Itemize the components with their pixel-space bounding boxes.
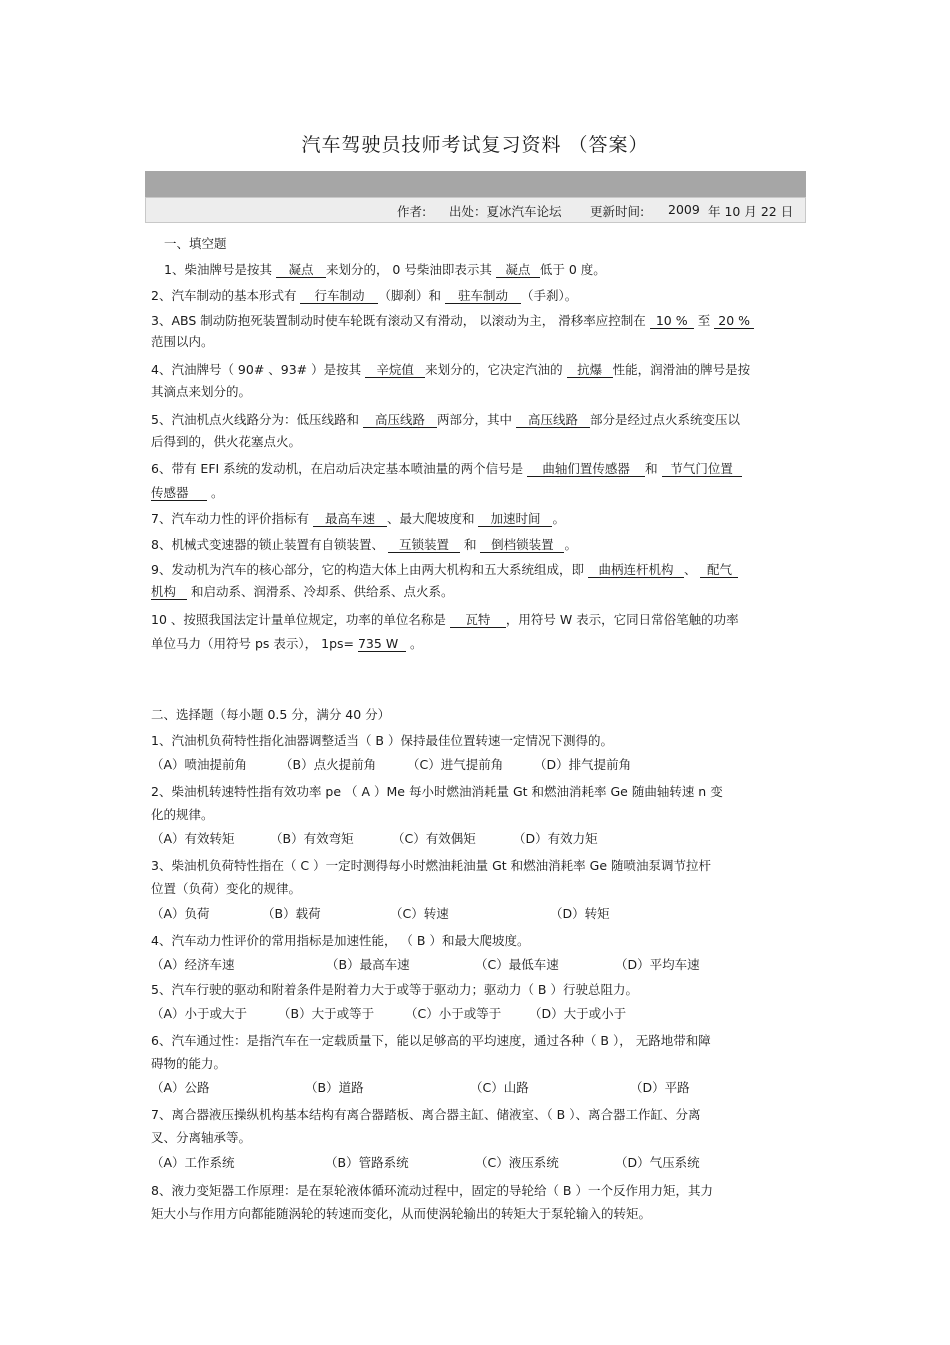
source-label: 出处：夏冰汽车论坛 — [449, 204, 562, 219]
fill-question-5-cont: 后得到的，供火花塞点火。 — [151, 434, 302, 449]
choice-option: （C）进气提前角 — [407, 757, 504, 772]
fill-question-6-cont: 传感器 。 — [151, 485, 224, 500]
answer-blank: 最高车速 — [313, 511, 387, 527]
choice-option: （A）有效转矩 — [151, 831, 235, 846]
author-label: 作者: — [397, 204, 427, 219]
choice-option: （A）工作系统 — [151, 1155, 235, 1170]
updated-year: 2009 — [668, 202, 700, 217]
fill-question-5: 5、汽油机点火线路分为：低压线路和 高压线路 两部分，其中 高压线路 部分是经过点火系统变压以 — [151, 412, 740, 427]
choice-option: （B）管路系统 — [325, 1155, 409, 1170]
choice-option: （C）有效偶矩 — [392, 831, 476, 846]
fill-question-9: 9、发动机为汽车的核心部分，它的构造大体上由两大机构和五大系统组成，即 曲柄连杆机构 、 配气 — [151, 562, 738, 578]
choice-question-7: 7、离合器液压操纵机构基本结构有离合器踏板、离合器主缸、储液室、（ B ）、离合器工作缸、分离 — [151, 1107, 701, 1122]
fill-question-10: 10 、按照我国法定计量单位规定，功率的单位名称是 瓦特 ，用符号 W 表示，它同日常俗笔触的功率 — [151, 612, 739, 627]
choice-option: （D）转矩 — [550, 906, 610, 921]
choice-option: （D）平均车速 — [615, 957, 700, 972]
choice-option: （C）山路 — [470, 1080, 529, 1095]
choice-option: （B）点火提前角 — [280, 757, 377, 772]
choice-question-3: 3、柴油机负荷特性指在（ C ）一定时测得每小时燃油耗油量 Gt 和燃油消耗率 Ge 随喷油泵调节拉杆 — [151, 858, 711, 873]
choice-option: （C）小于或等于 — [405, 1006, 502, 1021]
fill-question-8: 8、机械式变速器的锁止装置有自锁装置、 互锁装置 和 倒档锁装置 。 — [151, 537, 577, 552]
choice-question-3-cont: 位置（负荷）变化的规律。 — [151, 881, 302, 896]
answer-blank: 10 % — [650, 313, 694, 329]
choice-question-1: 1、汽油机负荷特性指化油器调整适当（ B ）保持最佳位置转速一定情况下测得的。 — [151, 733, 613, 748]
choice-option: （B）载荷 — [262, 906, 321, 921]
answer-blank: 抗爆 — [567, 362, 613, 378]
answer-blank: 辛烷值 — [365, 362, 425, 378]
answer-blank: 20 % — [714, 313, 754, 329]
choice-option: （D）大于或小于 — [529, 1006, 627, 1021]
choice-option: （B）有效弯矩 — [270, 831, 354, 846]
answer-blank: 高压线路 — [516, 412, 590, 428]
answer-blank: 瓦特 — [450, 612, 506, 628]
choice-question-5: 5、汽车行驶的驱动和附着条件是附着力大于或等于驱动力；驱动力（ B ）行驶总阻力。 — [151, 982, 638, 997]
choice-question-8-cont: 矩大小与作用方向都能随涡轮的转速而变化，从而使涡轮输出的转矩大于泵轮输入的转矩。 — [151, 1206, 652, 1221]
fill-question-4: 4、汽油牌号（ 90# 、93# ）是按其 辛烷值 来划分的，它决定汽油的 抗爆 性能，润滑油的牌号是按 — [151, 362, 751, 377]
document-title: 汽车驾驶员技师考试复习资料 （答案） — [301, 134, 649, 156]
fill-question-4-cont: 其滴点来划分的。 — [151, 384, 252, 399]
choice-question-2: 2、柴油机转速特性指有效功率 pe （ A ）Me 每小时燃油消耗量 Gt 和燃油消耗率 Ge 随曲轴转速 n 变 — [151, 784, 723, 799]
section-heading: 一、填空题 — [164, 236, 227, 251]
answer-blank: 传感器 — [151, 485, 207, 501]
choice-option: （D）有效力矩 — [513, 831, 598, 846]
choice-option: （C）液压系统 — [475, 1155, 559, 1170]
answer-blank: 加速时间 — [478, 511, 552, 527]
answer-blank: 735 W — [358, 636, 406, 652]
choice-option: （D）平路 — [630, 1080, 690, 1095]
answer-blank: 曲柄连杆机构 — [588, 562, 684, 578]
choice-option: （A）经济车速 — [151, 957, 235, 972]
answer-blank: 节气门位置 — [662, 461, 742, 477]
answer-blank: 曲轴们置传感器 — [527, 461, 645, 477]
answer-blank: 配气 — [700, 562, 738, 578]
choice-option: （C）转速 — [390, 906, 449, 921]
fill-question-3-cont: 范围以内。 — [151, 334, 214, 349]
choice-option: （A）小于或大于 — [151, 1006, 248, 1021]
choice-option: （A）负荷 — [151, 906, 210, 921]
fill-question-10-cont: 单位马力（用符号 ps 表示）， 1ps= 735 W 。 — [151, 636, 423, 651]
choice-option: （B）最高车速 — [326, 957, 410, 972]
choice-option: （D）排气提前角 — [534, 757, 632, 772]
fill-question-2: 2、汽车制动的基本形式有 行车制动 （脚刹）和 驻车制动 （手刹）。 — [151, 288, 578, 303]
answer-blank: 高压线路 — [363, 412, 437, 428]
section-heading: 二、选择题（每小题 0.5 分，满分 40 分） — [151, 707, 391, 722]
answer-blank: 驻车制动 — [445, 288, 521, 304]
choice-question-8: 8、液力变矩器工作原理：是在泵轮液体循环流动过程中，固定的导轮给（ B ）一个反作用力矩，其力 — [151, 1183, 713, 1198]
header-band — [145, 171, 806, 197]
choice-question-6: 6、汽车通过性：是指汽车在一定载质量下，能以足够高的平均速度，通过各种（ B ）， 无路地带和障 — [151, 1033, 711, 1048]
updated-label: 更新时间: — [590, 204, 645, 219]
choice-option: （C）最低车速 — [475, 957, 559, 972]
choice-option: （A）公路 — [151, 1080, 210, 1095]
answer-blank: 行车制动 — [300, 288, 378, 304]
answer-blank: 凝点 — [276, 262, 326, 278]
updated-date: 年 10 月 22 日 — [708, 204, 794, 219]
answer-blank: 倒档锁装置 — [480, 537, 564, 553]
answer-blank: 互锁装置 — [388, 537, 460, 553]
fill-question-1: 1、柴油牌号是按其 凝点 来划分的， 0 号柴油即表示其 凝点 低于 0 度。 — [164, 262, 606, 277]
choice-option: （B）道路 — [305, 1080, 364, 1095]
choice-option: （D）气压系统 — [615, 1155, 700, 1170]
choice-question-6-cont: 碍物的能力。 — [151, 1056, 227, 1071]
meta-bar — [145, 197, 806, 223]
choice-question-2-cont: 化的规律。 — [151, 807, 214, 822]
answer-blank: 凝点 — [496, 262, 540, 278]
choice-question-4: 4、汽车动力性评价的常用指标是加速性能， （ B ）和最大爬坡度。 — [151, 933, 530, 948]
fill-question-9-cont: 机构 和启动系、润滑系、冷却系、供给系、点火系。 — [151, 584, 454, 599]
fill-question-7: 7、汽车动力性的评价指标有 最高车速 、最大爬坡度和 加速时间 。 — [151, 511, 565, 526]
answer-blank: 机构 — [151, 584, 187, 600]
choice-option: （B）大于或等于 — [278, 1006, 375, 1021]
choice-question-7-cont: 叉、分离轴承等。 — [151, 1130, 252, 1145]
fill-question-6: 6、带有 EFI 系统的发动机，在启动后决定基本喷油量的两个信号是 曲轴们置传感器 和 节气门位置 — [151, 461, 742, 477]
fill-question-3: 3、ABS 制动防抱死装置制动时使车轮既有滚动又有滑动， 以滚动为主， 滑移率应控制在 10 % 至 20 % — [151, 313, 754, 329]
choice-option: （A）喷油提前角 — [151, 757, 248, 772]
